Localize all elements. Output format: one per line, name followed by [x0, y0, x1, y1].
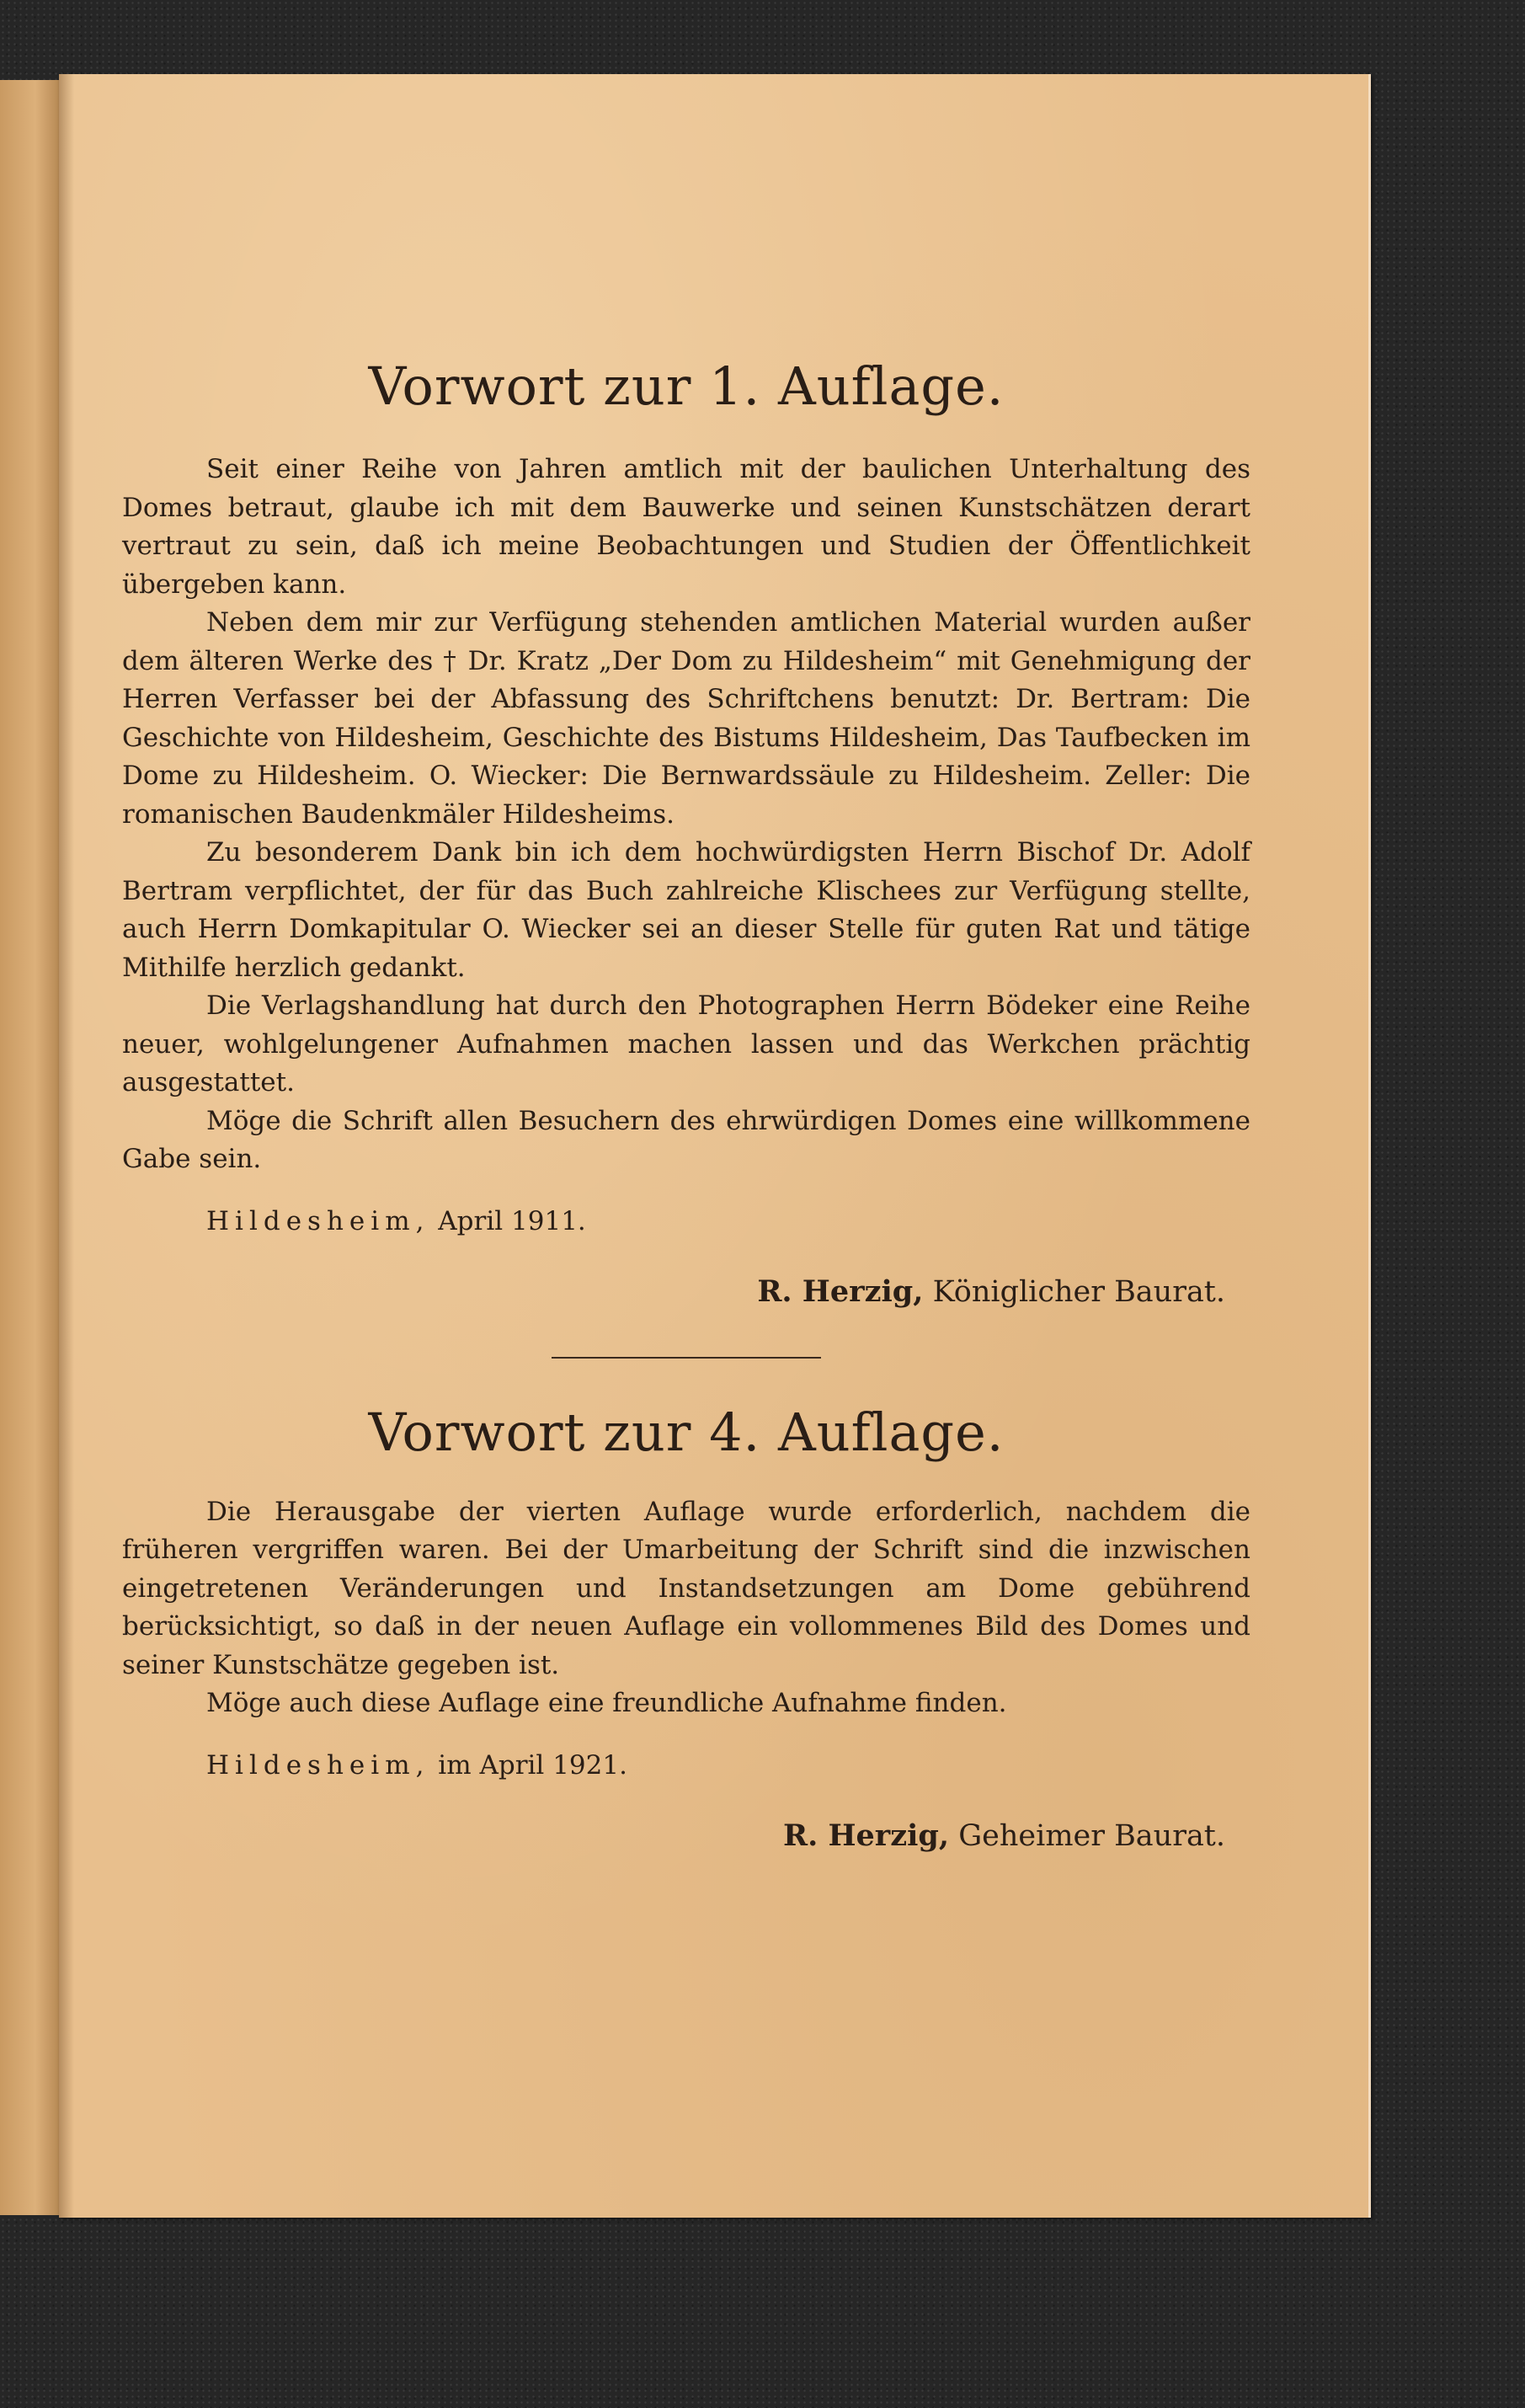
preface1-paragraph: Neben dem mir zur Verfügung stehenden amtlichen Material wurden außer dem älteren Werke des † Dr. Kratz „Der Dom zu Hildesheim“ mit Genehmigung der Herren Verfasser bei der Abfassung des Schriftchens benutzt: Dr. Bertram: Die Geschichte von Hildesheim, Geschichte des Bistums Hildesheim, Das Taufbecken im Dome zu Hildesheim. O. Wiecker: Die Bernwardssäule zu Hildesheim. Zeller: Die romanischen Baudenkmäler Hildesheims.	[122, 607, 1250, 830]
facing-page-edge	[0, 80, 61, 2215]
page-content	[122, 356, 1250, 1857]
page-gutter-shadow	[59, 74, 74, 2218]
preface4-signature-title: Geheimer Baurat.	[958, 1818, 1225, 1853]
preface1-signature-name: R. Herzig,	[757, 1273, 924, 1309]
preface-first-edition	[122, 356, 1250, 1313]
preface4-paragraph: Die Herausgabe der vierten Auflage wurde erforderlich, nachdem die früheren vergriffen waren. Bei der Umarbeitung der Schrift sind die inzwischen eingetretenen Veränderungen und Instandsetzungen am Dome gebührend berücksichtigt, so daß in der neuen Auflage ein vollommenes Bild des Domes und seiner Kunstschätze gegeben ist.	[122, 1496, 1250, 1680]
preface-fourth-edition	[122, 1402, 1250, 1857]
preface4-title: Vorwort zur 4. Auflage.	[368, 1401, 1005, 1463]
preface4-body	[122, 1493, 1250, 1723]
preface1-title: Vorwort zur 1. Auflage.	[368, 355, 1005, 417]
preface1-paragraph: Die Verlagshandlung hat durch den Photographen Herrn Bödeker eine Reihe neuer, wohlgelungener Aufnahmen machen lassen und das Werkchen prächtig ausgestattet.	[122, 990, 1250, 1097]
preface1-signature-title: Königlicher Baurat.	[932, 1274, 1225, 1309]
preface4-paragraph: Möge auch diese Auflage eine freundliche Aufnahme finden.	[206, 1688, 1007, 1718]
preface4-place-date	[122, 1747, 1250, 1785]
preface4-signature-name: R. Herzig,	[782, 1818, 950, 1853]
preface1-paragraph: Möge die Schrift allen Besuchern des ehrwürdigen Domes eine willkommene Gabe sein.	[122, 1105, 1250, 1174]
book-page	[59, 74, 1371, 2218]
preface1-date: April 1911.	[438, 1205, 586, 1236]
preface4-signature	[122, 1815, 1250, 1857]
preface4-place: Hildesheim,	[206, 1749, 430, 1781]
preface1-body	[122, 451, 1250, 1179]
preface1-paragraph: Seit einer Reihe von Jahren amtlich mit der baulichen Unterhaltung des Domes betraut, glaube ich mit dem Bauwerke und seinen Kunstschätzen derart vertraut zu sein, daß ich meine Beobachtungen und Studien der Öffentlichkeit übergeben kann.	[122, 454, 1250, 600]
section-divider	[552, 1357, 821, 1359]
preface1-place-date	[122, 1203, 1250, 1241]
preface1-signature	[122, 1271, 1250, 1313]
preface4-date: im April 1921.	[438, 1749, 627, 1781]
preface1-paragraph: Zu besonderem Dank bin ich dem hochwürdigsten Herrn Bischof Dr. Adolf Bertram verpflichtet, der für das Buch zahlreiche Klischees zur Verfügung stellte, auch Herrn Domkapitular O. Wiecker sei an dieser Stelle für guten Rat und tätige Mithilfe herzlich gedankt.	[122, 837, 1250, 983]
preface1-place: Hildesheim,	[206, 1205, 430, 1236]
